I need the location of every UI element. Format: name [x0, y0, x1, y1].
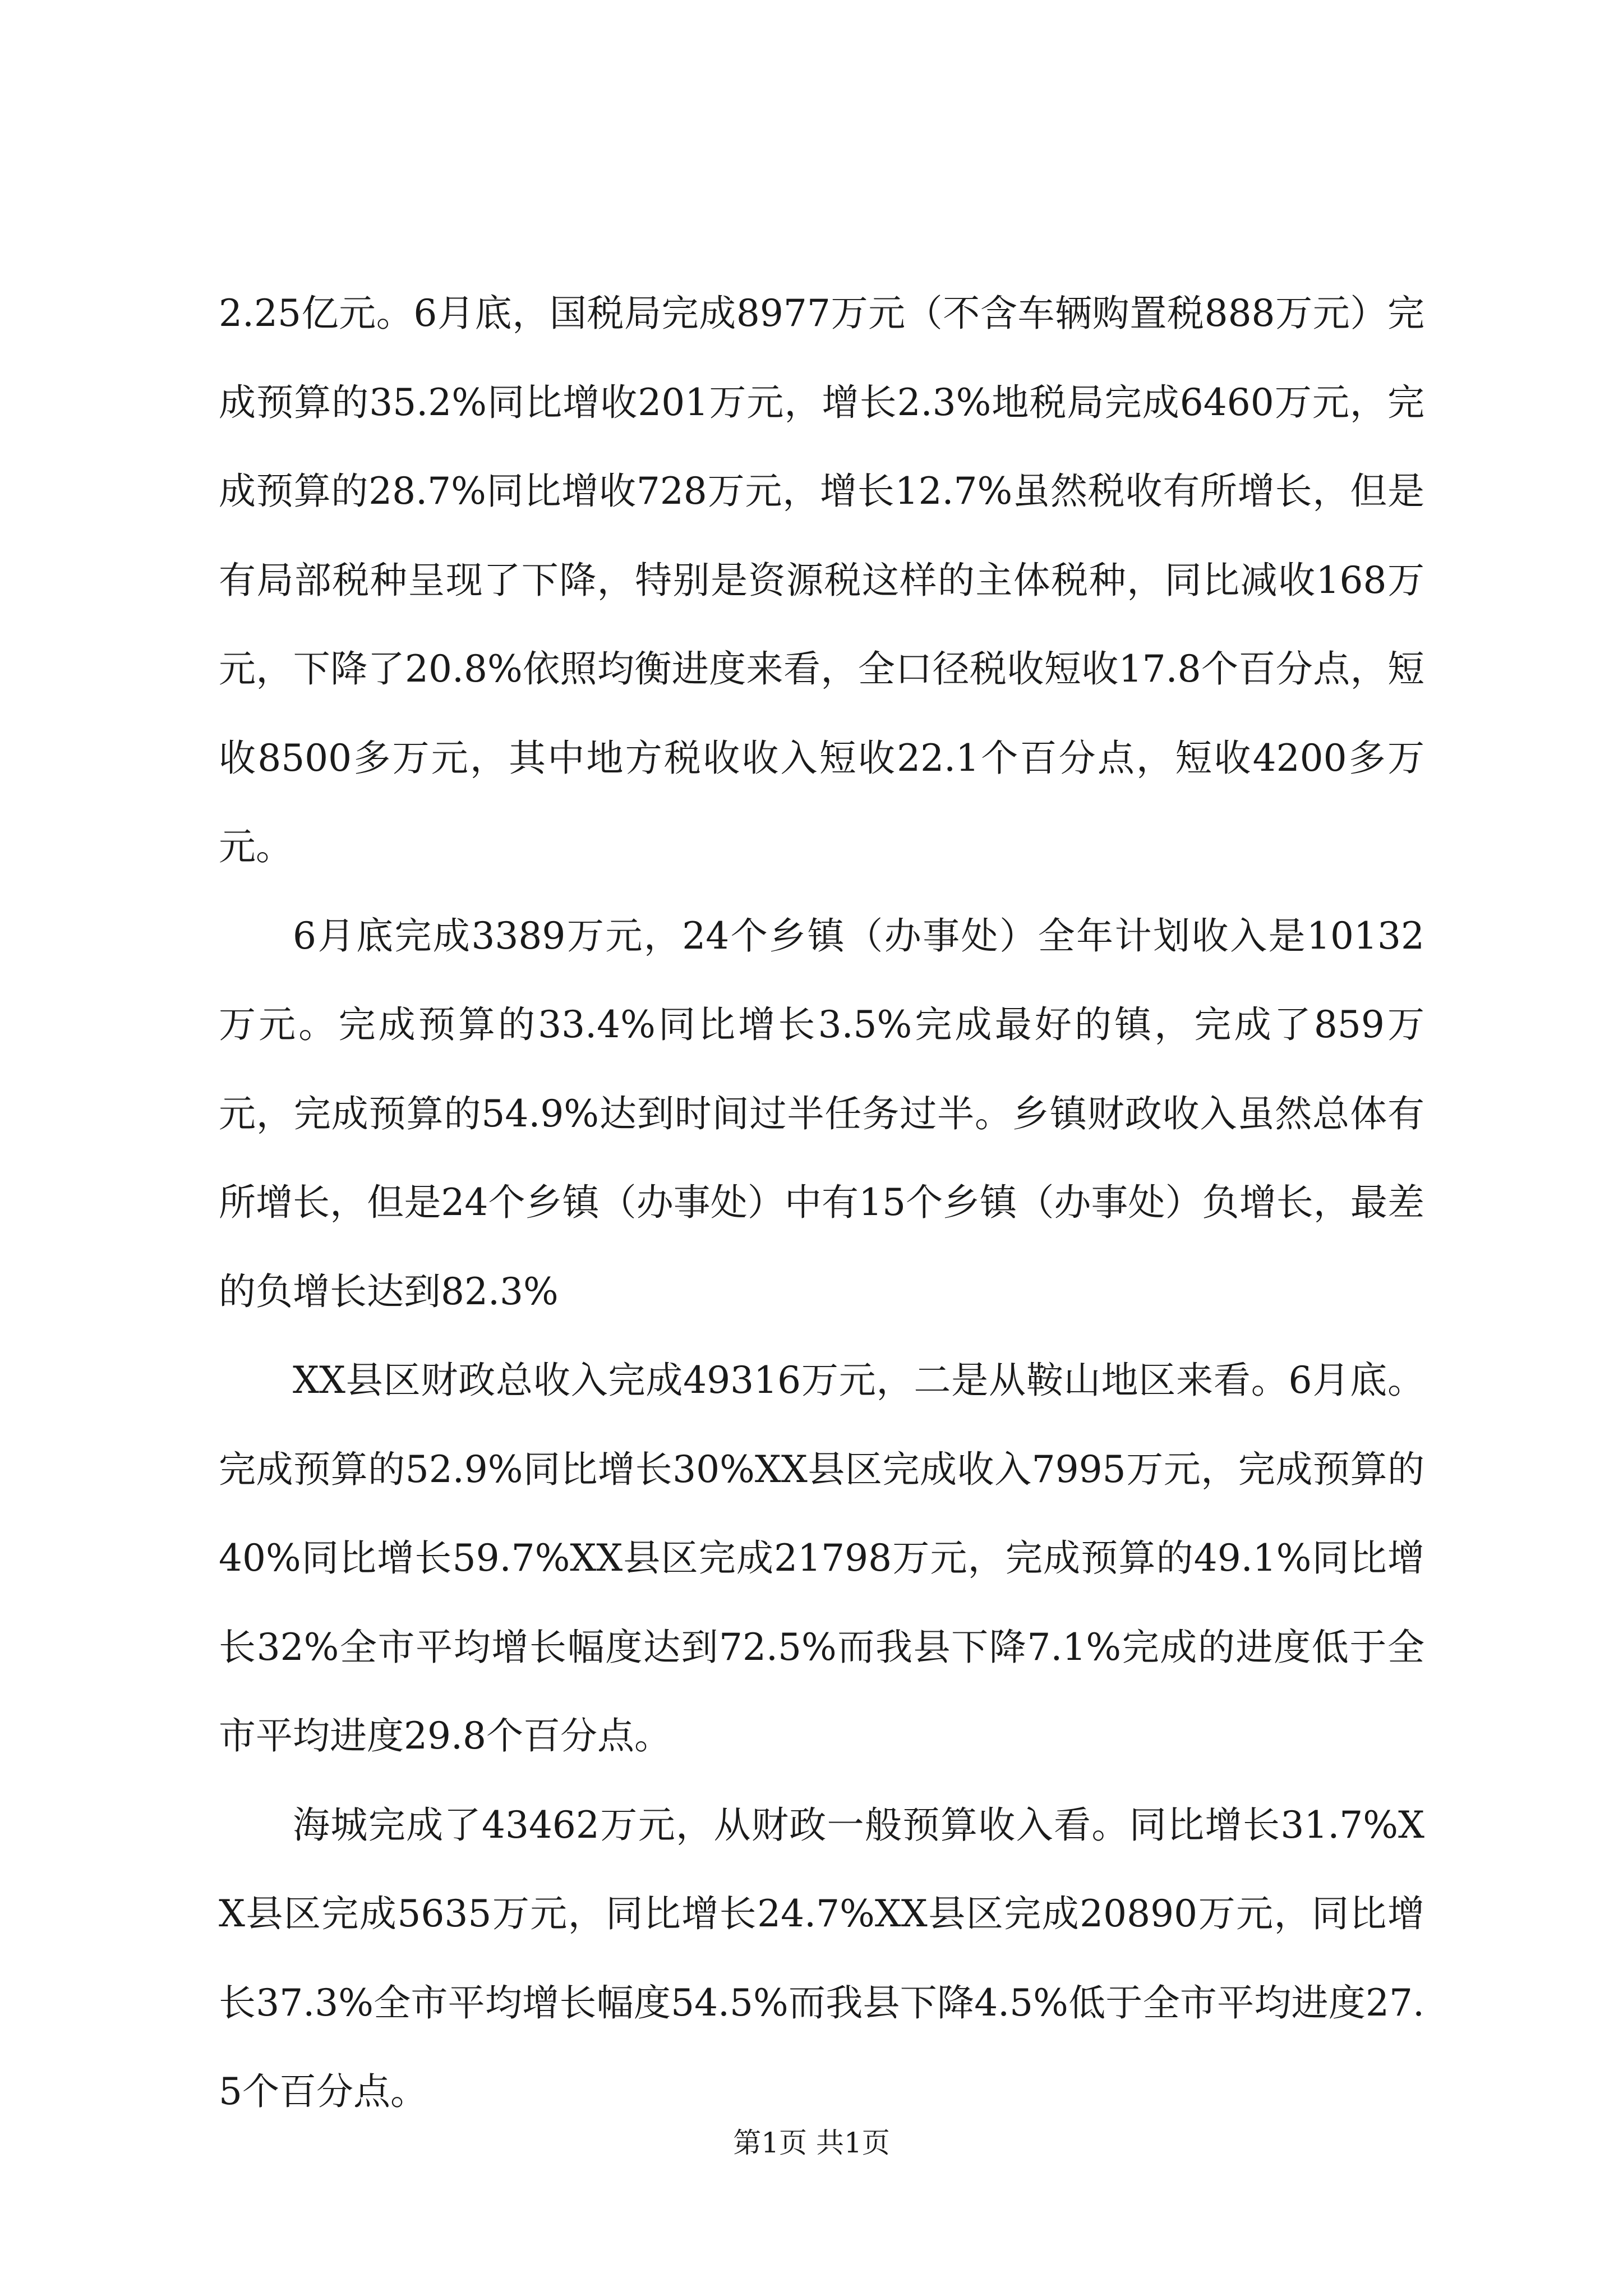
paragraph-3: XX县区财政总收入完成49316万元，二是从鞍山地区来看。6月底。完成预算的52.9%同比增长30%XX县区完成收入7995万元，完成预算的40%同比增长59.7%XX县区完成21798万元，完成预算的49.1%同比增长32%全市平均增长幅度达到72.5%而我县下降7.1%完成的进度低于全市平均进度29.8个百分点。	[219, 1359, 1424, 1757]
page-number-footer: 第1页 共1页	[733, 2127, 890, 2159]
document-body	[219, 269, 1424, 2137]
paragraph-1: 2.25亿元。6月底，国税局完成8977万元（不含车辆购置税888万元）完成预算的35.2%同比增收201万元，增长2.3%地税局完成6460万元，完成预算的28.7%同比增收728万元，增长12.7%虽然税收有所增长，但是有局部税种呈现了下降，特别是资源税这样的主体税种，同比减收168万元，下降了20.8%依照均衡进度来看，全口径税收短收17.8个百分点，短收8500多万元，其中地方税收收入短收22.1个百分点，短收4200多万元。	[219, 292, 1424, 868]
paragraph-2: 6月底完成3389万元，24个乡镇（办事处）全年计划收入是10132万元。完成预算的33.4%同比增长3.5%完成最好的镇，完成了859万元，完成预算的54.9%达到时间过半任务过半。乡镇财政收入虽然总体有所增长，但是24个乡镇（办事处）中有15个乡镇（办事处）负增长，最差的负增长达到82.3%	[219, 914, 1424, 1313]
paragraph-4: 海城完成了43462万元，从财政一般预算收入看。同比增长31.7%XX县区完成5635万元，同比增长24.7%XX县区完成20890万元，同比增长37.3%全市平均增长幅度54.5%而我县下降4.5%低于全市平均进度27.5个百分点。	[219, 1803, 1424, 2113]
